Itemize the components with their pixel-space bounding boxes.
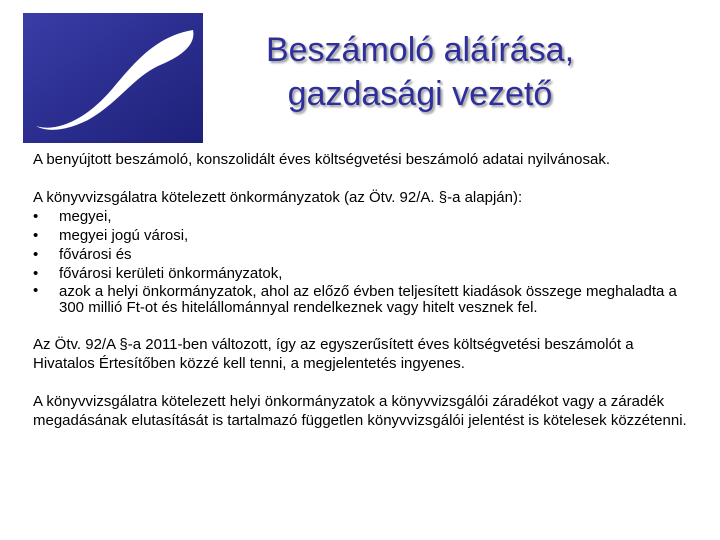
paragraph-publication: Az Ötv. 92/A §-a 2011-ben változott, így az egyszerűsített éves költségvetési beszámolót a Hivatalos Értesítőben közzé kell tenni, a megjelentetés ingyenes. (33, 336, 634, 372)
bullet-icon: • (33, 227, 39, 244)
bullet-icon: • (33, 265, 39, 282)
bullet-icon: • (33, 208, 39, 225)
title-line-1: Beszámoló aláírása, (265, 31, 575, 69)
list-item: • megyei, (33, 208, 112, 225)
audit-list-intro: A könyvvizsgálatra kötelezett önkormányzatok (az Ötv. 92/A. §-a alapján): (33, 189, 523, 206)
paragraph-public-reports: A benyújtott beszámoló, konszolidált éves költségvetési beszámoló adatai nyilvánosak. (33, 151, 610, 168)
slide-body (33, 150, 698, 430)
wave-logo-icon (18, 8, 208, 148)
bullet-icon: • (33, 282, 39, 299)
title-line-2: gazdasági vezető (287, 75, 553, 113)
bullet-icon: • (33, 246, 39, 263)
paragraph-auditor-report: A könyvvizsgálatra kötelezett helyi önkormányzatok a könyvvizsgálói záradékot vagy a záradék megadásának elutasítását is tartalmazó független könyvvizsgálói jelentést is kötelesek közzétenni. (33, 393, 687, 429)
list-item: • megyei jogú városi, (33, 227, 189, 244)
list-item: • fővárosi kerületi önkormányzatok, (33, 265, 283, 282)
audit-bullet-list (33, 207, 698, 316)
page-title (215, 28, 625, 116)
list-item: • azok a helyi önkormányzatok, ahol az előző évben teljesített kiadások összege meghaladta a 300 millió Ft-ot és hitelállománnyal rendelkeznek vagy hitelt vesznek fel. (33, 282, 677, 316)
list-item: • fővárosi és (33, 246, 132, 263)
